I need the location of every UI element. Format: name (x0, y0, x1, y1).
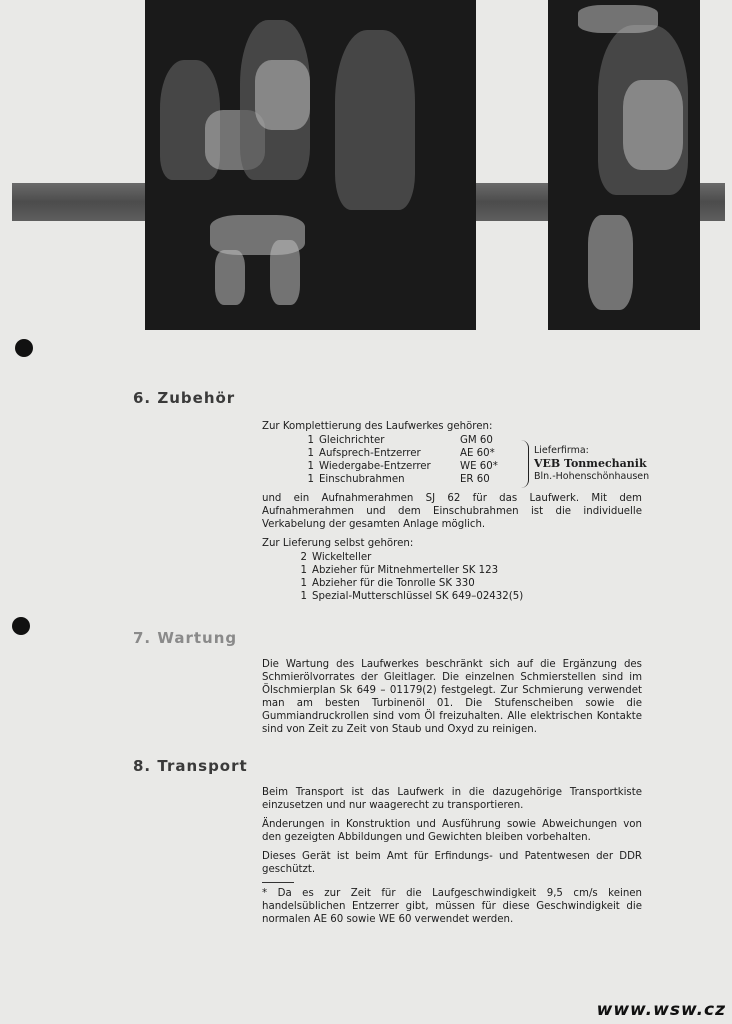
item-qty: 1 (307, 461, 314, 472)
supplier-brace (520, 440, 529, 488)
item-name: Abzieher für Mitnehmerteller SK 123 (312, 565, 499, 576)
item-qty: 2 (300, 552, 307, 563)
item-name: Wiedergabe-Entzerrer (319, 461, 431, 472)
section-8-para1: Beim Transport ist das Laufwerk in die dazugehörige Transportkiste einzusetzen und nur waagerecht zu transportieren. (262, 787, 642, 811)
item-qty: 1 (307, 474, 314, 485)
watermark: www.wsw.cz (596, 1000, 726, 1020)
item-qty: 1 (300, 565, 307, 576)
item-name: Aufsprech-Entzerrer (319, 448, 421, 459)
photo-guitarist (548, 0, 700, 330)
footnote (262, 887, 642, 926)
section-7-para: Die Wartung des Laufwerkes beschränkt sich auf die Ergänzung des Schmierölvorrates der Gleitlager. Die einzelnen Schmierstellen sind im Ölschmierplan Sk 649 – 01179(2) festgelegt. Zur Schmierung verwendet man am besten Turbinenöl 01. Die Stufenscheiben sowie die Gummiandruckrollen sind vom Öl freizuhalten. Alle elektrischen Kontakte sind von Zeit zu Zeit von Staub und Oxyd zu reinigen. (262, 659, 642, 735)
section-7-title: 7. Wartung (133, 629, 238, 647)
decorative-band-left (12, 183, 145, 221)
section-8-body (262, 786, 642, 876)
decorative-band-middle (476, 183, 548, 221)
supplier-label: Lieferfirma: (534, 445, 589, 456)
photo-musicians (145, 0, 476, 330)
item-code: ER 60 (460, 474, 490, 485)
item-code: AE 60* (460, 448, 495, 459)
section-8-para2: Änderungen in Konstruktion und Ausführung sowie Abweichungen von den gezeigten Abbildungen und Gewichten bleiben vorbehalten. (262, 819, 642, 843)
item-name: Einschubrahmen (319, 474, 405, 485)
item-qty: 1 (307, 448, 314, 459)
item-qty: 1 (307, 435, 314, 446)
section-6-para1: und ein Aufnahmerahmen SJ 62 für das Laufwerk. Mit dem Aufnahmerahmen und dem Einschubrahmen ist die individuelle Verkabelung der gesamten Anlage möglich. (262, 493, 642, 530)
delivery-list (262, 551, 642, 603)
punch-hole-top (15, 339, 33, 357)
footnote-text: * Da es zur Zeit für die Laufgeschwindigkeit 9,5 cm/s keinen handelsüblichen Entzerrer gibt, müssen für diese Geschwindigkeit die normalen AE 60 sowie WE 60 verwendet werden. (262, 888, 642, 925)
item-qty: 1 (300, 591, 307, 602)
section-7-body (262, 658, 642, 736)
item-qty: 1 (300, 578, 307, 589)
item-name: Spezial-Mutterschlüssel SK 649–02432(5) (312, 591, 524, 602)
item-name: Gleichrichter (319, 435, 385, 446)
section-8-para3: Dieses Gerät ist beim Amt für Erfindungs- und Patentwesen der DDR geschützt. (262, 851, 642, 875)
section-6-intro2: Zur Lieferung selbst gehören: (262, 538, 414, 549)
section-6-intro: Zur Komplettierung des Laufwerkes gehören: (262, 421, 493, 432)
item-name: Abzieher für die Tonrolle SK 330 (312, 578, 475, 589)
list-item (262, 564, 642, 577)
section-6-title: 6. Zubehör (133, 389, 236, 407)
punch-hole-bottom (12, 617, 30, 635)
list-item (262, 577, 642, 590)
footnote-rule (262, 882, 294, 883)
item-code: GM 60 (460, 435, 493, 446)
item-code: WE 60* (460, 461, 498, 472)
supplier-stamp (534, 444, 649, 483)
section-8-title: 8. Transport (133, 757, 248, 775)
decorative-band-right (700, 183, 725, 221)
item-name: Wickelteller (312, 552, 372, 563)
list-item (262, 551, 642, 564)
supplier-place: Bln.-Hohenschönhausen (534, 471, 650, 482)
list-item (262, 590, 642, 603)
supplier-name: VEB Tonmechanik (534, 457, 647, 470)
